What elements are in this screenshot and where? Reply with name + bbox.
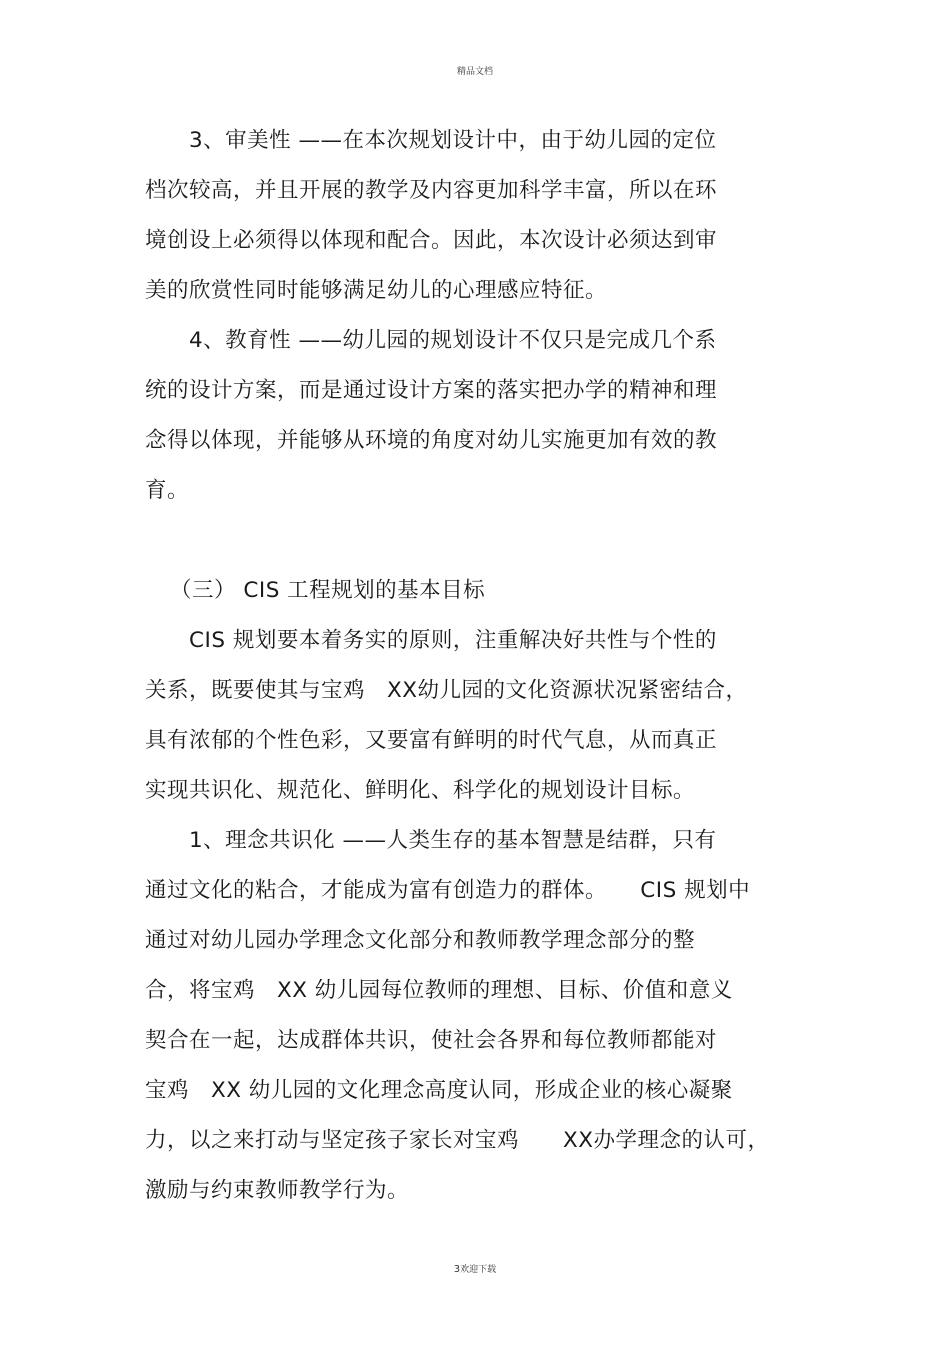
paragraph-line: 合，将宝鸡 XX 幼儿园每位教师的理想、目标、价值和意义 [145,978,733,1003]
paragraph-line: CIS 规划要本着务实的原则，注重解决好共性与个性的 [145,628,717,653]
paragraph-line: 契合在一起，达成群体共识，使社会各界和每位教师都能对 [145,1028,718,1053]
paragraph-line: 美的欣赏性同时能够满足幼儿的心理感应特征。 [145,278,608,303]
paragraph-line: 具有浓郁的个性色彩，又要富有鲜明的时代气息，从而真正 [145,728,718,753]
section-heading: （三） CIS 工程规划的基本目标 [170,578,486,603]
paragraph-line: 1、理念共识化 ——人类生存的基本智慧是结群，只有 [145,828,717,853]
paragraph-line: 境创设上必须得以体现和配合。因此，本次设计必须达到审 [145,228,718,253]
paragraph-line: 通过文化的粘合，才能成为富有创造力的群体。 CIS 规划中 [145,878,751,903]
paragraph-line: 3、审美性 ——在本次规划设计中，由于幼儿园的定位 [145,128,717,153]
paragraph-line: 力，以之来打动与坚定孩子家长对宝鸡 XX办学理念的认可， [145,1128,770,1153]
paragraph-line: 关系，既要使其与宝鸡 XX幼儿园的文化资源状况紧密结合， [145,678,748,703]
paragraph-line: 统的设计方案，而是通过设计方案的落实把办学的精神和理 [145,378,718,403]
paragraph-line: 4、教育性 ——幼儿园的规划设计不仅只是完成几个系 [145,328,717,353]
page-number: 3 [453,1264,461,1275]
paragraph-line: 激励与约束教师教学行为。 [145,1178,410,1203]
paragraph-line: 宝鸡 XX 幼儿园的文化理念高度认同，形成企业的核心凝聚 [145,1078,733,1103]
paragraph-line: 念得以体现，并能够从环境的角度对幼儿实施更加有效的教 [145,428,718,453]
paragraph-line: 通过对幼儿园办学理念文化部分和教师教学理念部分的整 [145,928,696,953]
paragraph-line: 实现共识化、规范化、鲜明化、科学化的规划设计目标。 [145,778,696,803]
paragraph-line: 育。 [145,478,190,503]
page-header: 精品文档 [456,67,493,77]
paragraph-line: 档次较高，并且开展的教学及内容更加科学丰富，所以在环 [145,178,718,203]
footer-text: 欢迎下载 [460,1265,497,1275]
page-footer [0,1262,950,1275]
